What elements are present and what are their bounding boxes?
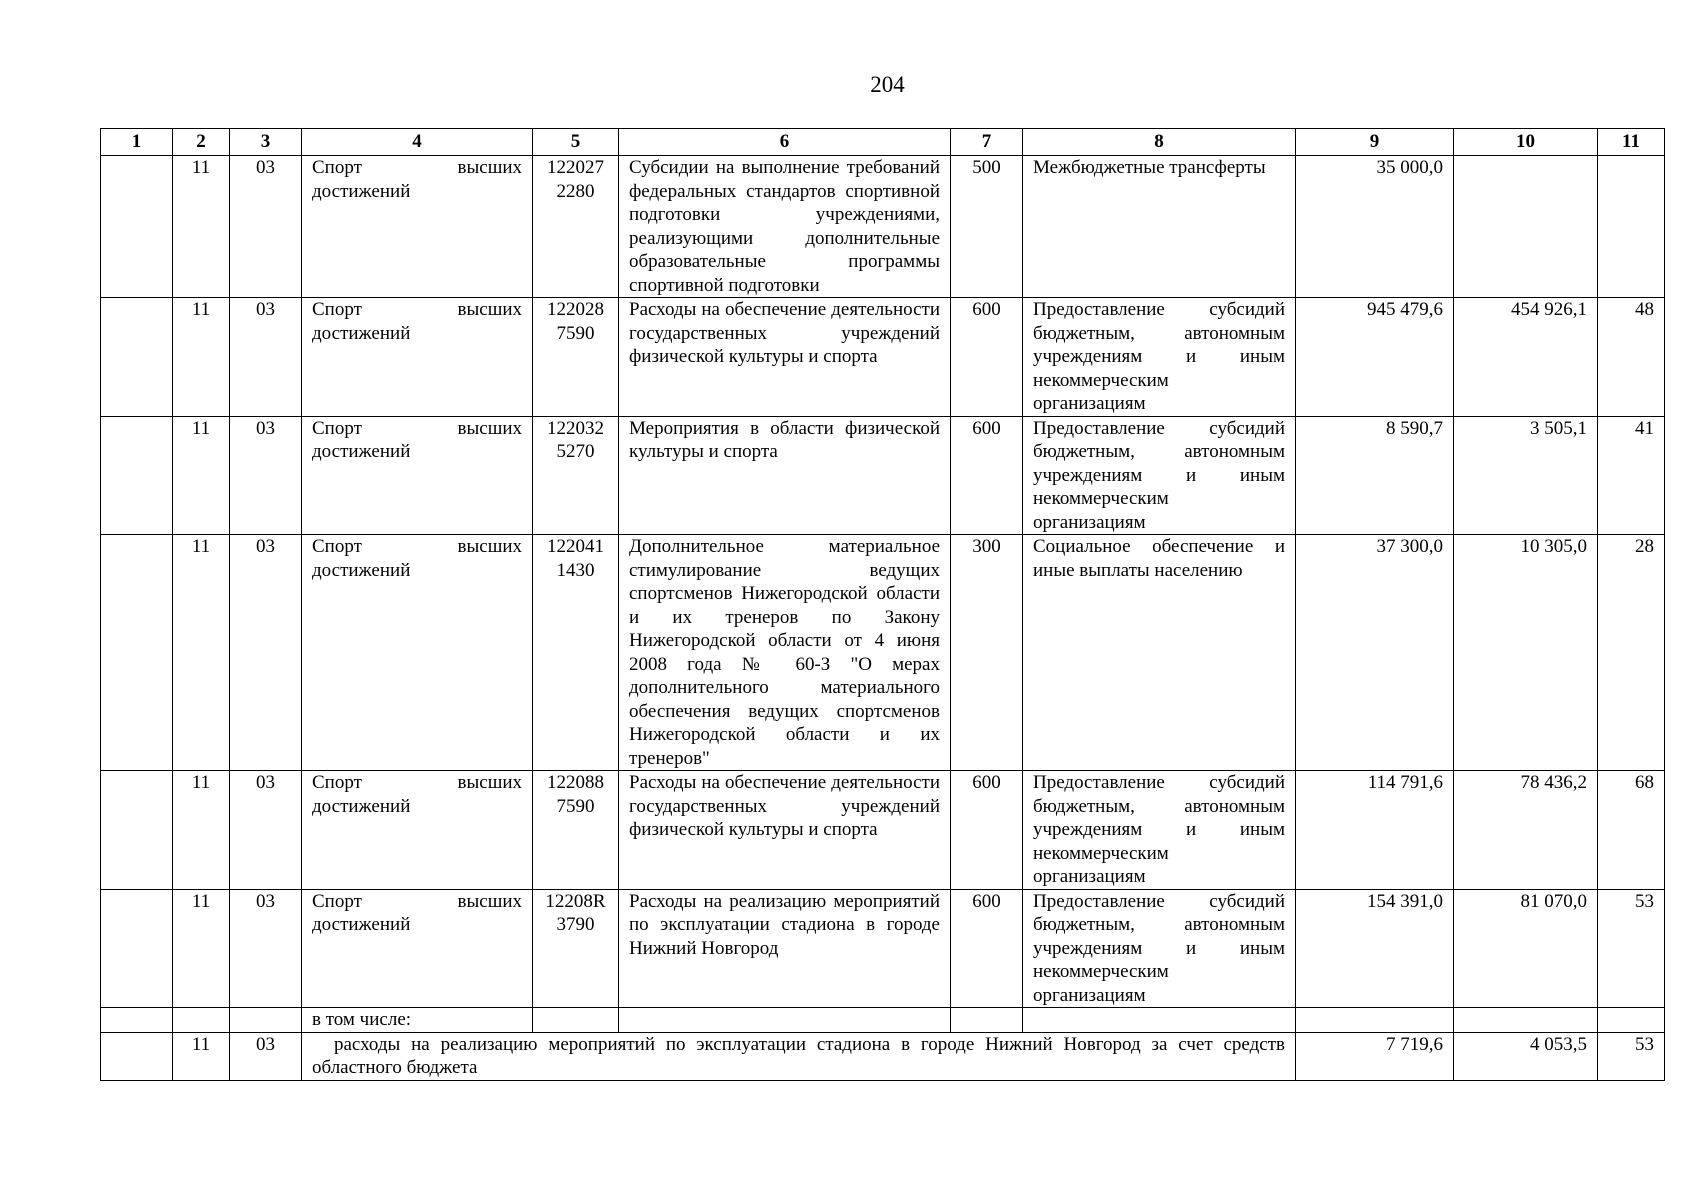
cell-amount-actual: 4 053,5 [1454,1032,1598,1080]
col-header: 9 [1296,129,1454,156]
cell-empty [1598,1008,1665,1033]
cell-section: 11 [173,298,230,417]
cell-description: Дополнительное материальное стимулирование ведущих спортсменов Нижегородской области и их тренеров по Закону Нижегородской области от 4 июня 2008 года № 60-З "О мерах дополнительного материального обеспечения ведущих спортсменов Нижегородской области и их тренеров" [619,535,951,771]
cell-empty [101,298,173,417]
col-header: 5 [533,129,619,156]
cell-target-code: 122041 1430 [533,535,619,771]
cell-empty [1454,1008,1598,1033]
cell-section-name: Спорт высших достижений [302,298,533,417]
table-row [101,771,1665,890]
including-detail-row [101,1032,1665,1080]
table-row [101,889,1665,1008]
cell-empty [230,1008,302,1033]
cell-expense-type: 600 [951,771,1023,890]
cell-expense-type-name: Межбюджетные трансферты [1023,156,1296,298]
col-header: 1 [101,129,173,156]
cell-amount-plan: 35 000,0 [1296,156,1454,298]
cell-amount-plan: 154 391,0 [1296,889,1454,1008]
cell-subsection: 03 [230,771,302,890]
cell-description: Расходы на реализацию мероприятий по эксплуатации стадиона в городе Нижний Новгород [619,889,951,1008]
cell-subsection: 03 [230,1032,302,1080]
cell-amount-actual: 3 505,1 [1454,416,1598,535]
cell-expense-type: 500 [951,156,1023,298]
col-header: 7 [951,129,1023,156]
cell-expense-type-name: Предоставление субсидий бюджетным, автономным учреждениям и иным некоммерческим организациям [1023,298,1296,417]
cell-subsection: 03 [230,535,302,771]
cell-subsection: 03 [230,889,302,1008]
cell-percent: 28 [1598,535,1665,771]
cell-subsection: 03 [230,416,302,535]
cell-section: 11 [173,416,230,535]
cell-percent [1598,156,1665,298]
cell-target-code: 122028 7590 [533,298,619,417]
cell-expense-type-name: Предоставление субсидий бюджетным, автономным учреждениям и иным некоммерческим организациям [1023,771,1296,890]
col-header: 10 [1454,129,1598,156]
cell-section: 11 [173,771,230,890]
cell-amount-plan: 37 300,0 [1296,535,1454,771]
cell-section-name: Спорт высших достижений [302,156,533,298]
cell-percent: 53 [1598,1032,1665,1080]
col-header: 4 [302,129,533,156]
cell-expense-type: 300 [951,535,1023,771]
including-description: расходы на реализацию мероприятий по эксплуатации стадиона в городе Нижний Новгород за счет средств областного бюджета [302,1032,1296,1080]
cell-subsection: 03 [230,156,302,298]
cell-empty [101,416,173,535]
cell-target-code: 122027 2280 [533,156,619,298]
cell-section-name: Спорт высших достижений [302,771,533,890]
cell-expense-type-name: Предоставление субсидий бюджетным, автономным учреждениям и иным некоммерческим организациям [1023,416,1296,535]
cell-empty [1023,1008,1296,1033]
cell-amount-actual: 10 305,0 [1454,535,1598,771]
cell-amount-plan: 114 791,6 [1296,771,1454,890]
table-row [101,535,1665,771]
cell-expense-type: 600 [951,298,1023,417]
budget-table [100,128,1665,1081]
cell-section-name: Спорт высших достижений [302,416,533,535]
col-header: 2 [173,129,230,156]
cell-empty [951,1008,1023,1033]
cell-subsection: 03 [230,298,302,417]
cell-empty [101,889,173,1008]
cell-section: 11 [173,889,230,1008]
cell-amount-plan: 8 590,7 [1296,416,1454,535]
col-header: 6 [619,129,951,156]
cell-section: 11 [173,156,230,298]
cell-empty [173,1008,230,1033]
col-header: 8 [1023,129,1296,156]
col-header: 11 [1598,129,1665,156]
page-number: 204 [870,72,905,97]
cell-target-code: 122088 7590 [533,771,619,890]
cell-expense-type-name: Социальное обеспечение и иные выплаты населению [1023,535,1296,771]
col-header: 3 [230,129,302,156]
cell-section: 11 [173,535,230,771]
cell-amount-actual: 78 436,2 [1454,771,1598,890]
cell-amount-actual: 81 070,0 [1454,889,1598,1008]
including-label-row [101,1008,1665,1033]
header-row [101,129,1665,156]
table-row [101,416,1665,535]
cell-amount-plan: 7 719,6 [1296,1032,1454,1080]
cell-empty [101,1032,173,1080]
cell-section-name: Спорт высших достижений [302,889,533,1008]
cell-section: 11 [173,1032,230,1080]
cell-empty [101,156,173,298]
cell-description: Расходы на обеспечение деятельности государственных учреждений физической культуры и спорта [619,298,951,417]
cell-percent: 68 [1598,771,1665,890]
cell-empty [619,1008,951,1033]
cell-target-code: 12208R 3790 [533,889,619,1008]
cell-percent: 48 [1598,298,1665,417]
cell-empty [101,1008,173,1033]
cell-empty [533,1008,619,1033]
cell-expense-type: 600 [951,416,1023,535]
cell-percent: 53 [1598,889,1665,1008]
cell-empty [1296,1008,1454,1033]
cell-description: Мероприятия в области физической культуры и спорта [619,416,951,535]
cell-percent: 41 [1598,416,1665,535]
table-row [101,298,1665,417]
cell-description: Расходы на обеспечение деятельности государственных учреждений физической культуры и спорта [619,771,951,890]
cell-expense-type: 600 [951,889,1023,1008]
cell-description: Субсидии на выполнение требований федеральных стандартов спортивной подготовки учреждениями, реализующими дополнительные образовательные программы спортивной подготовки [619,156,951,298]
cell-target-code: 122032 5270 [533,416,619,535]
including-label: в том числе: [302,1008,533,1033]
cell-empty [101,535,173,771]
cell-expense-type-name: Предоставление субсидий бюджетным, автономным учреждениям и иным некоммерческим организациям [1023,889,1296,1008]
table-row [101,156,1665,298]
cell-section-name: Спорт высших достижений [302,535,533,771]
cell-empty [101,771,173,890]
cell-amount-actual: 454 926,1 [1454,298,1598,417]
cell-amount-actual [1454,156,1598,298]
cell-amount-plan: 945 479,6 [1296,298,1454,417]
